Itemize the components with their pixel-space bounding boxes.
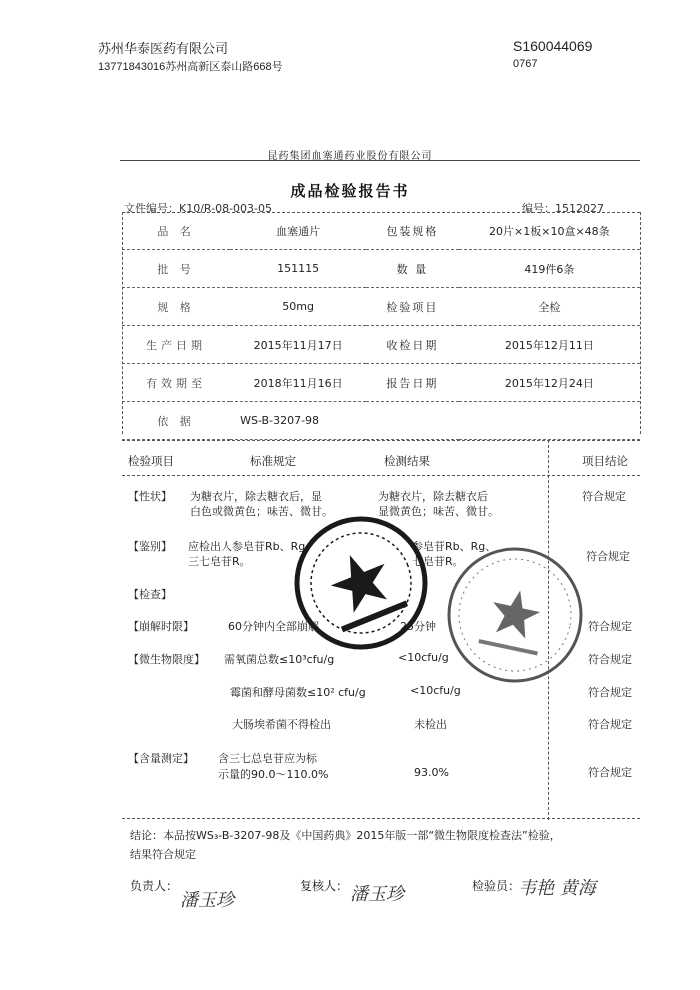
item-disintegration: 【崩解时限】 xyxy=(128,620,194,633)
label-spec: 规 格 xyxy=(122,288,230,326)
header-standard: 标准规定 xyxy=(250,454,296,468)
std-identification-2: 三七皂苷R。 xyxy=(188,555,251,568)
distributor-code: S160044069 xyxy=(513,38,593,54)
inspector-label: 检验员： xyxy=(472,879,521,893)
std-characteristics-1: 为糖衣片，除去糖衣后，显 xyxy=(190,490,322,503)
table-border-right xyxy=(640,212,641,434)
header-test-item: 检验项目 xyxy=(128,454,174,468)
label-receive-date: 收检日期 xyxy=(366,326,459,364)
conclusion-microbial-mold: 符合规定 xyxy=(588,686,632,699)
item-microbial: 【微生物限度】 xyxy=(128,653,205,666)
label-quantity: 数 量 xyxy=(366,250,459,288)
info-row xyxy=(122,402,640,440)
value-product-name: 血塞通片 xyxy=(230,212,366,250)
value-test-item: 全检 xyxy=(459,288,640,326)
company-seal-stamp xyxy=(286,508,436,658)
distributor-contact: 13771843016苏州高新区泰山路668号 xyxy=(98,61,283,73)
std-assay-2: 示量的90.0～110.0% xyxy=(218,768,329,781)
value-batch: 151115 xyxy=(230,250,366,288)
quality-control-seal-stamp xyxy=(440,540,590,690)
info-row xyxy=(122,364,640,402)
results-top-rule xyxy=(122,440,640,441)
value-spec: 50mg xyxy=(230,288,366,326)
std-microbial-aerobic: 需氧菌总数≤10³cfu/g xyxy=(224,653,335,666)
result-characteristics-1: 为糖衣片，除去糖衣后 xyxy=(378,490,488,503)
conclusion-note-line-2: 结果符合规定 xyxy=(130,848,196,861)
distributor-code-2: 0767 xyxy=(513,58,538,70)
responsible-signature: 潘玉珍 xyxy=(180,890,234,911)
result-microbial-aerobic: <10cfu/g xyxy=(398,651,449,664)
value-expiry: 2018年11月16日 xyxy=(230,364,366,402)
std-disintegration: 60分钟内全部崩解 xyxy=(228,620,319,633)
conclusion-identification: 符合规定 xyxy=(586,550,630,563)
info-row xyxy=(122,326,640,364)
conclusion-disintegration: 符合规定 xyxy=(588,620,632,633)
info-row xyxy=(122,250,640,288)
value-report-date: 2015年12月24日 xyxy=(459,364,640,402)
label-product-name: 品 名 xyxy=(122,212,230,250)
std-assay-1: 含三七总皂苷应为标 xyxy=(218,752,317,765)
table-top-rule xyxy=(122,212,640,213)
table-border-left xyxy=(122,212,123,434)
serial-number: 编号：1512027 xyxy=(522,202,604,215)
result-microbial-ecoli: 未检出 xyxy=(414,718,447,731)
std-microbial-mold: 霉菌和酵母菌数≤10² cfu/g xyxy=(230,686,366,699)
info-row xyxy=(122,288,640,326)
label-basis: 依 据 xyxy=(122,402,230,440)
std-microbial-ecoli: 大肠埃希菌不得检出 xyxy=(232,718,331,731)
info-table xyxy=(122,212,640,440)
item-inspection: 【检查】 xyxy=(128,588,172,601)
distributor-name: 苏州华泰医药有限公司 xyxy=(98,41,229,56)
item-identification: 【鉴别】 xyxy=(128,540,172,553)
header-result: 检测结果 xyxy=(384,454,430,468)
label-report-date: 报告日期 xyxy=(366,364,459,402)
reviewer-signature: 潘玉珍 xyxy=(350,884,404,905)
value-basis: WS-B-3207-98 xyxy=(230,402,640,440)
std-identification-1: 应检出人参皂苷Rb、Rg、 xyxy=(188,540,317,553)
std-characteristics-2: 白色或微黄色；味苦、微甘。 xyxy=(190,505,333,518)
result-assay: 93.0% xyxy=(414,766,449,779)
result-identification-2: 七皂苷R。 xyxy=(412,555,464,568)
header-conclusion: 项目结论 xyxy=(582,454,628,468)
label-batch: 批 号 xyxy=(122,250,230,288)
conclusion-microbial-ecoli: 符合规定 xyxy=(588,718,632,731)
result-disintegration: 25分钟 xyxy=(400,620,436,633)
value-package-spec: 20片×1板×10盒×48条 xyxy=(459,212,640,250)
conclusion-note xyxy=(130,826,650,864)
company-name: 昆药集团血塞通药业股份有限公司 xyxy=(267,151,433,162)
responsible-label: 负责人： xyxy=(130,879,179,893)
info-row xyxy=(122,212,640,250)
value-production-date: 2015年11月17日 xyxy=(230,326,366,364)
doc-number: 文件编号：K10/R-08-003-05 xyxy=(124,202,273,215)
item-assay: 【含量测定】 xyxy=(128,752,194,765)
item-characteristics: 【性状】 xyxy=(128,490,172,503)
inspector-signature: 韦艳 黄海 xyxy=(518,878,596,899)
label-production-date: 生产日期 xyxy=(122,326,230,364)
conclusion-characteristics: 符合规定 xyxy=(582,490,626,503)
label-test-item: 检验项目 xyxy=(366,288,459,326)
result-characteristics-2: 显微黄色；味苦、微甘。 xyxy=(378,505,499,518)
result-microbial-mold: <10cfu/g xyxy=(410,684,461,697)
conclusion-note-line-1: 结论：本品按WS₃-B-3207-98及《中国药典》2015年版一部“微生物限度检查法”检验， xyxy=(130,829,561,842)
results-bottom-rule xyxy=(122,818,640,819)
value-receive-date: 2015年12月11日 xyxy=(459,326,640,364)
conclusion-assay: 符合规定 xyxy=(588,766,632,779)
value-quantity: 419件6条 xyxy=(459,250,640,288)
result-identification-1: 参皂苷Rb、Rg、 xyxy=(412,540,497,553)
results-header-rule xyxy=(122,475,640,476)
reviewer-label: 复核人： xyxy=(300,879,349,893)
conclusion-microbial-aerobic: 符合规定 xyxy=(588,653,632,666)
label-expiry: 有效期至 xyxy=(122,364,230,402)
label-package-spec: 包装规格 xyxy=(366,212,459,250)
report-title: 成品检验报告书 xyxy=(290,182,410,200)
